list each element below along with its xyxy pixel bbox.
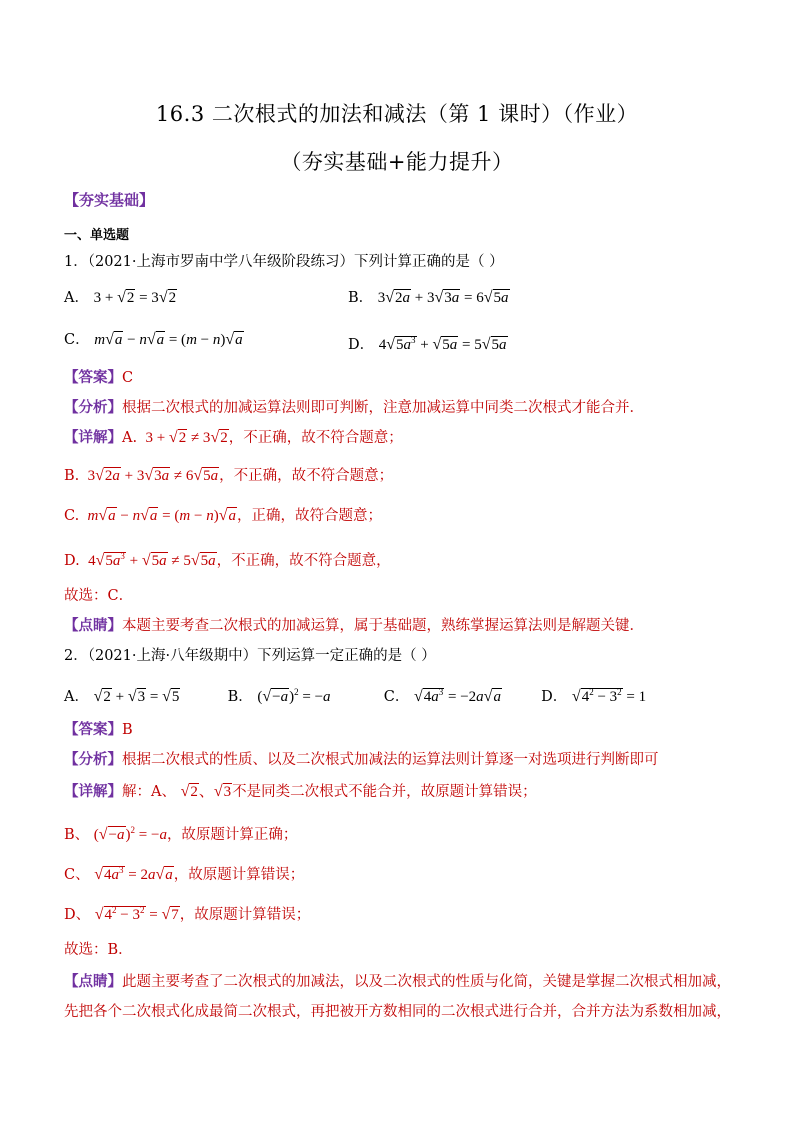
- page-title: 16.3 二次根式的加法和减法（第 1 课时）（作业）: [155, 102, 639, 126]
- formula: $4√5a^3 + √5a = 5√5a$: [378, 335, 507, 353]
- formula: m√a − n√a = (m − n)√a: [87, 507, 236, 524]
- q2-detail-a: 【详解】解：A、 √2、√3不是同类二次根式不能合并，故原题计算错误；: [64, 783, 537, 800]
- q2-detail-c: C、 $√4a^3 = 2a√a$，故原题计算错误；: [64, 865, 305, 883]
- q2-stem: 2．（2021·上海·八年级期中）下列运算一定正确的是（ ）: [64, 648, 436, 664]
- page-subtitle: （夯实基础+能力提升）: [280, 150, 514, 174]
- q1-detail-a: 【详解】A. 3 + √2 ≠ 3√2，不正确，故不符合题意；: [64, 429, 403, 446]
- formula: $(√-a)^2 = -a$: [93, 825, 167, 843]
- q2-choice: 故选：B．: [64, 942, 133, 958]
- q2-comment: 【点睛】此题主要考查了二次根式的加减法，以及二次根式的性质与化简，关键是掌握二次根式相加减，: [64, 973, 731, 990]
- q1-option-d: [348, 330, 508, 355]
- q1-choice: 故选：C．: [64, 588, 134, 604]
- q1-comment: 【点睛】本题主要考查二次根式的加减运算，属于基础题，熟练掌握运算法则是解题关键．: [64, 617, 644, 634]
- option-label: D．: [348, 337, 375, 353]
- formula: $√4^2 - 3^2 = 1$: [571, 687, 647, 705]
- formula: √2、√3: [180, 783, 232, 800]
- q1-answer: 【答案】C: [64, 369, 134, 386]
- formula: 3 + √2 = 3√2: [93, 289, 177, 306]
- option-label: A．: [64, 689, 89, 705]
- option-label: A．: [64, 290, 89, 306]
- formula: $4√5a^3 + √5a \ne 5√5a$: [84, 551, 216, 569]
- q2-answer: 【答案】B: [64, 721, 133, 738]
- q2-comment-cont: 先把各个二次根式化成最简二次根式，再把被开方数相同的二次根式进行合并，合并方法为系数相加减，: [64, 1004, 731, 1020]
- formula: $√4^2 - 3^2 = √7$: [94, 905, 179, 923]
- option-label: C．: [383, 689, 410, 705]
- q1-option-a: [64, 288, 177, 308]
- formula: 3√2a + 3√3a ≠ 6√5a: [83, 467, 219, 484]
- q1-option-c: [64, 330, 244, 350]
- q2-analysis: 【分析】根据二次根式的性质、以及二次根式加减法的运算法则计算逐一对选项进行判断即可: [64, 751, 659, 768]
- formula: 3√2a + 3√3a = 6√5a: [377, 289, 509, 306]
- q2-detail-b: B、 $(√-a)^2 = -a$，故原题计算正确；: [64, 825, 298, 843]
- q1-detail-c: C. m√a − n√a = (m − n)√a，正确，故符合题意；: [64, 507, 382, 524]
- section-tag: 【夯实基础】: [64, 191, 155, 209]
- q1-detail-b: B. 3√2a + 3√3a ≠ 6√5a，不正确，故不符合题意；: [64, 467, 394, 484]
- option-label: B．: [227, 689, 253, 705]
- q1-analysis: 【分析】根据二次根式的加减运算法则即可判断，注意加减运算中同类二次根式才能合并．: [64, 399, 644, 416]
- q1-option-b: [348, 288, 510, 308]
- q2-options: [64, 682, 646, 707]
- option-label: D．: [541, 689, 568, 705]
- option-label: B．: [348, 290, 374, 306]
- q2-detail-d: D、 $√4^2 - 3^2 = √7$，故原题计算错误；: [64, 905, 311, 923]
- q1-detail-d: D. $4√5a^3 + √5a \ne 5√5a$，不正确，故不符合题意，: [64, 551, 391, 569]
- formula: m√a − n√a = (m − n)√a: [94, 331, 243, 348]
- subsection-heading: 一、单选题: [64, 228, 130, 243]
- formula: 3 + √2 ≠ 3√2: [141, 429, 228, 446]
- formula: √2 + √3 = √5: [93, 688, 180, 705]
- formula: $(√-a)^2 = -a$: [257, 687, 331, 705]
- formula: $√4a^3 = 2a√a$: [94, 865, 173, 883]
- q1-stem: 1．（2021·上海市罗南中学八年级阶段练习）下列计算正确的是（ ）: [64, 254, 504, 270]
- formula: $√4a^3 = -2a√a$: [413, 687, 501, 705]
- option-label: C．: [64, 332, 90, 348]
